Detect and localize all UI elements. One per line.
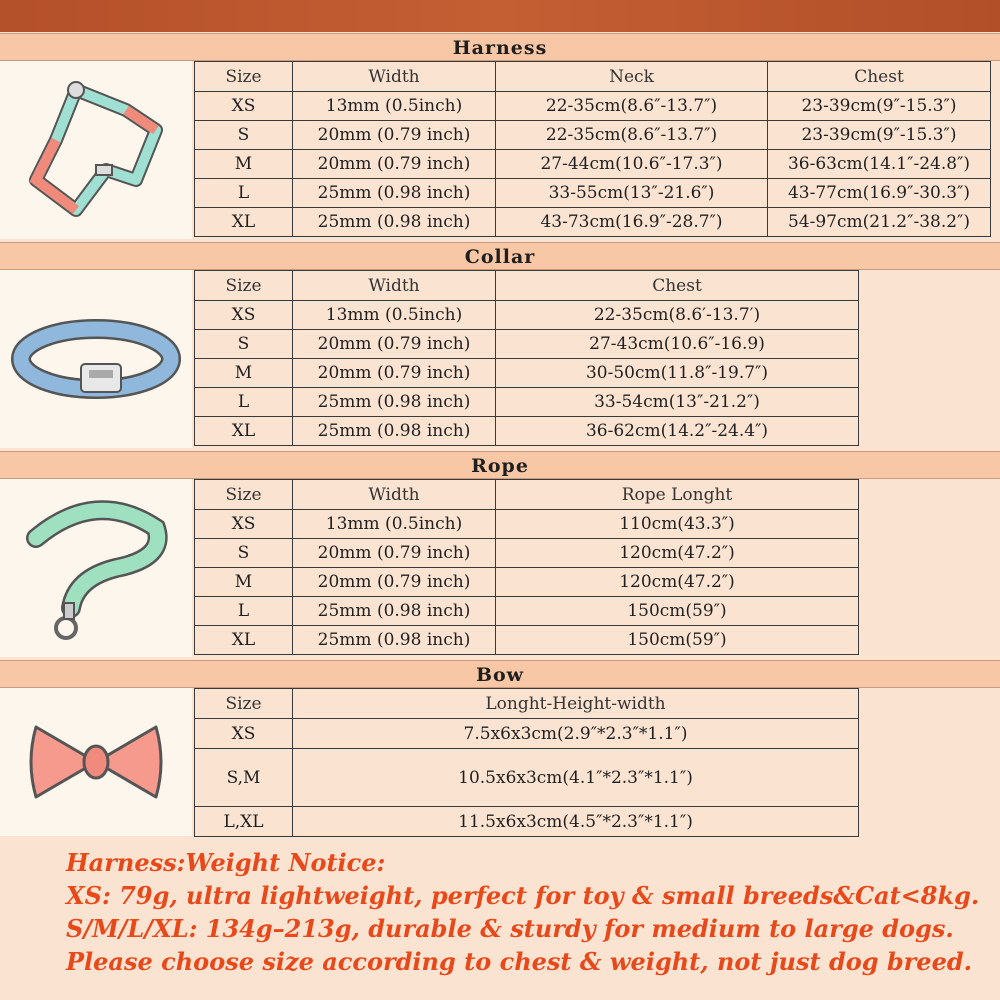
size-cell: L,XL xyxy=(195,807,293,837)
bow-section-title: Bow xyxy=(0,660,1000,688)
chest-cell: 22-35cm(8.6′-13.7′) xyxy=(496,301,859,330)
weight-notice xyxy=(66,846,986,978)
top-banner xyxy=(0,0,1000,32)
table-row xyxy=(195,92,991,121)
header-chest: Chest xyxy=(768,62,991,92)
header-chest: Chest xyxy=(496,271,859,301)
size-cell: L xyxy=(195,179,293,208)
size-cell: XL xyxy=(195,626,293,655)
table-row xyxy=(195,719,859,749)
size-cell: L xyxy=(195,597,293,626)
size-cell: XS xyxy=(195,719,293,749)
header-width: Width xyxy=(293,271,496,301)
rope-section-title: Rope xyxy=(0,451,1000,479)
neck-cell: 22-35cm(8.6″-13.7″) xyxy=(496,92,768,121)
notice-advice: Please choose size according to chest & weight, not just dog breed. xyxy=(66,947,972,976)
size-cell: XL xyxy=(195,208,293,237)
length-cell: 120cm(47.2″) xyxy=(496,568,859,597)
chest-cell: 27-43cm(10.6″-16.9) xyxy=(496,330,859,359)
table-row xyxy=(195,179,991,208)
length-cell: 150cm(59″) xyxy=(496,626,859,655)
table-header-row xyxy=(195,62,991,92)
table-row xyxy=(195,807,859,837)
chest-cell: 43-77cm(16.9″-30.3″) xyxy=(768,179,991,208)
length-cell: 110cm(43.3″) xyxy=(496,510,859,539)
leash-illustration-icon xyxy=(16,488,176,648)
width-cell: 13mm (0.5inch) xyxy=(293,301,496,330)
header-width: Width xyxy=(293,62,496,92)
table-row xyxy=(195,388,859,417)
collar-section-title: Collar xyxy=(0,242,1000,270)
size-cell: S,M xyxy=(195,749,293,807)
table-header-row xyxy=(195,689,859,719)
size-cell: S xyxy=(195,539,293,568)
table-row xyxy=(195,417,859,446)
width-cell: 25mm (0.98 inch) xyxy=(293,208,496,237)
header-width: Width xyxy=(293,480,496,510)
size-cell: S xyxy=(195,121,293,150)
size-cell: M xyxy=(195,359,293,388)
width-cell: 25mm (0.98 inch) xyxy=(293,179,496,208)
width-cell: 25mm (0.98 inch) xyxy=(293,626,496,655)
table-row xyxy=(195,359,859,388)
dimensions-cell: 10.5x6x3cm(4.1″*2.3″*1.1″) xyxy=(293,749,859,807)
table-header-row xyxy=(195,480,859,510)
dimensions-cell: 7.5x6x3cm(2.9″*2.3″*1.1″) xyxy=(293,719,859,749)
table-row xyxy=(195,150,991,179)
width-cell: 20mm (0.79 inch) xyxy=(293,150,496,179)
table-header-row xyxy=(195,271,859,301)
width-cell: 20mm (0.79 inch) xyxy=(293,121,496,150)
neck-cell: 22-35cm(8.6″-13.7″) xyxy=(496,121,768,150)
size-cell: XS xyxy=(195,510,293,539)
header-size: Size xyxy=(195,689,293,719)
width-cell: 13mm (0.5inch) xyxy=(293,510,496,539)
width-cell: 20mm (0.79 inch) xyxy=(293,568,496,597)
chest-cell: 54-97cm(21.2″-38.2″) xyxy=(768,208,991,237)
rope-table xyxy=(194,479,859,655)
size-cell: L xyxy=(195,388,293,417)
bow-image-cell xyxy=(0,688,192,836)
header-size: Size xyxy=(195,480,293,510)
header-rope-length: Rope Longht xyxy=(496,480,859,510)
header-neck: Neck xyxy=(496,62,768,92)
rope-image-cell xyxy=(0,479,192,657)
size-cell: XL xyxy=(195,417,293,446)
chest-cell: 30-50cm(11.8″-19.7″) xyxy=(496,359,859,388)
size-cell: XS xyxy=(195,301,293,330)
table-row xyxy=(195,626,859,655)
chest-cell: 33-54cm(13″-21.2″) xyxy=(496,388,859,417)
table-row xyxy=(195,568,859,597)
length-cell: 150cm(59″) xyxy=(496,597,859,626)
size-cell: M xyxy=(195,150,293,179)
neck-cell: 27-44cm(10.6″-17.3″) xyxy=(496,150,768,179)
width-cell: 25mm (0.98 inch) xyxy=(293,597,496,626)
table-row xyxy=(195,121,991,150)
width-cell: 25mm (0.98 inch) xyxy=(293,388,496,417)
table-row xyxy=(195,597,859,626)
size-cell: M xyxy=(195,568,293,597)
size-cell: S xyxy=(195,330,293,359)
collar-table xyxy=(194,270,859,446)
header-size: Size xyxy=(195,62,293,92)
size-cell: XS xyxy=(195,92,293,121)
notice-title: Harness:Weight Notice: xyxy=(66,848,386,877)
neck-cell: 33-55cm(13″-21.6″) xyxy=(496,179,768,208)
table-row xyxy=(195,208,991,237)
collar-image-cell xyxy=(0,270,192,448)
width-cell: 20mm (0.79 inch) xyxy=(293,539,496,568)
table-row xyxy=(195,539,859,568)
bow-tie-illustration-icon xyxy=(21,712,171,812)
collar-illustration-icon xyxy=(11,304,181,414)
length-cell: 120cm(47.2″) xyxy=(496,539,859,568)
bow-table xyxy=(194,688,859,837)
chest-cell: 36-62cm(14.2″-24.4″) xyxy=(496,417,859,446)
chest-cell: 36-63cm(14.1″-24.8″) xyxy=(768,150,991,179)
width-cell: 20mm (0.79 inch) xyxy=(293,330,496,359)
chest-cell: 23-39cm(9″-15.3″) xyxy=(768,92,991,121)
table-row xyxy=(195,749,859,807)
neck-cell: 43-73cm(16.9″-28.7″) xyxy=(496,208,768,237)
harness-table xyxy=(194,61,991,237)
width-cell: 25mm (0.98 inch) xyxy=(293,417,496,446)
table-row xyxy=(195,301,859,330)
chest-cell: 23-39cm(9″-15.3″) xyxy=(768,121,991,150)
width-cell: 13mm (0.5inch) xyxy=(293,92,496,121)
table-row xyxy=(195,330,859,359)
header-size: Size xyxy=(195,271,293,301)
notice-xs: XS: 79g, ultra lightweight, perfect for toy & small breeds&Cat<8kg. xyxy=(66,881,980,910)
harness-section-title: Harness xyxy=(0,33,1000,61)
notice-sml: S/M/L/XL: 134g–213g, durable & sturdy for medium to large dogs. xyxy=(66,914,954,943)
harness-illustration-icon xyxy=(16,70,176,230)
table-row xyxy=(195,510,859,539)
harness-image-cell xyxy=(0,61,192,239)
dimensions-cell: 11.5x6x3cm(4.5″*2.3″*1.1″) xyxy=(293,807,859,837)
header-dimensions: Longht-Height-width xyxy=(293,689,859,719)
width-cell: 20mm (0.79 inch) xyxy=(293,359,496,388)
